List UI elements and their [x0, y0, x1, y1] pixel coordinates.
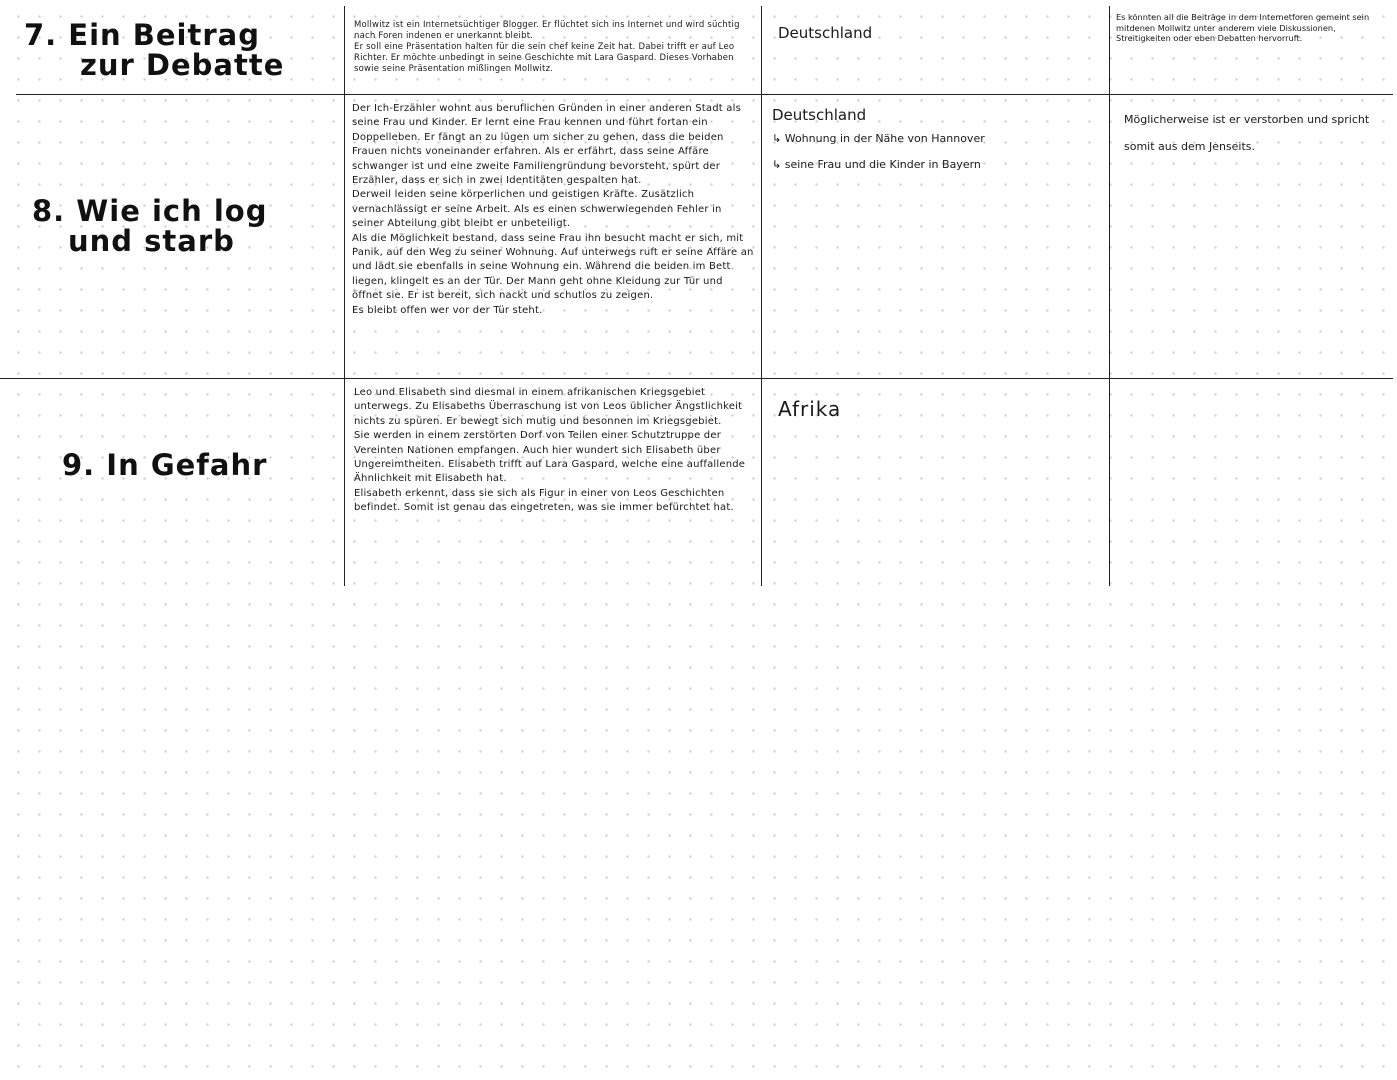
- summary-paragraph: Mollwitz ist ein Internetsüchtiger Blogger. Er flüchtet sich ins Internet und wird süchtig nach Foren indenen er unerkannt bleibt.: [354, 20, 740, 41]
- row-summary-9: [354, 386, 756, 580]
- note-text: Es könnten all die Beiträge in dem Internetforen gemeint sein mitdenen Mollwitz unter anderem viele Diskussionen, Streitigkeiten oder eben Debatten hervorruft.: [1116, 12, 1370, 43]
- row-place-7: [778, 22, 1098, 82]
- summary-paragraph: Als die Möglichkeit bestand, dass seine Frau ihn besucht macht er sich, mit Panik, auf den Weg zu seiner Wohnung. Auf unterwegs ruft er seine Affäre an und lädt sie ebenfalls in seine Wohnung ein. Während die beiden im Bett liegen, klingelt es an der Tür. Der Mann geht ohne Kleidung zur Tür und öffnet sie. Er ist bereit, sich nackt und schutlos zu zeigen.: [352, 232, 754, 302]
- column-divider-1: [344, 6, 345, 586]
- row-summary-8: [352, 102, 756, 374]
- place-detail: ↳ seine Frau und die Kinder in Bayern: [772, 158, 981, 171]
- row-title-9: [62, 450, 332, 490]
- title-line: 8. Wie ich log: [32, 196, 268, 228]
- place-main: Deutschland: [778, 24, 873, 42]
- row-place-8: [772, 104, 1102, 194]
- column-divider-2: [761, 6, 762, 586]
- summary-paragraph: Elisabeth erkennt, dass sie sich als Figur in einer von Leos Geschichten befindet. Somit ist genau das eingetreten, was sie immer befürchtet hat.: [354, 487, 734, 514]
- title-line: 9. In Gefahr: [62, 450, 268, 482]
- summary-paragraph: Leo und Elisabeth sind diesmal in einem afrikanischen Kriegsgebiet unterwegs. Zu Elisabeths Überraschung ist von Leos üblicher Ängstlichkeit nichts zu spüren. Er bewegt sich mutig und besonnen im Kriegsgebiet.: [354, 387, 743, 427]
- summary-paragraph: Der Ich-Erzähler wohnt aus beruflichen Gründen in einer anderen Stadt als seine Frau und Kinder. Er lernt eine Frau kennen und führt fortan ein Doppelleben. Er fängt an zu lügen um sicher zu gehen, dass die beiden Frauen nichts voneinander erfahren. Als er erfährt, dass seine Affäre schwanger ist und eine zweite Familiengründung bevorsteht, spürt der Erzähler, dass er sich in zwei Identitäten gespalten hat.: [352, 103, 742, 187]
- title-line: 7. Ein Beitrag: [24, 20, 260, 52]
- place-detail: ↳ Wohnung in der Nähe von Hannover: [772, 132, 985, 145]
- row-note-8: [1124, 106, 1386, 176]
- summary-paragraph: Sie werden in einem zerstörten Dorf von Teilen einer Schutztruppe der Vereinten Nationen empfangen. Auch hier wundert sich Elisabeth über Ungereimtheiten. Elisabeth trifft auf Lara Gaspard, welche eine auffallende Ähnlichkeit mit Elisabeth hat.: [354, 430, 746, 485]
- column-divider-3: [1109, 6, 1110, 586]
- row-note-7: [1116, 12, 1388, 74]
- title-line: zur Debatte: [80, 48, 285, 82]
- summary-paragraph: Derweil leiden seine körperlichen und geistigen Kräfte. Zusätzlich vernachlässigt er seine Arbeit. Als es einen schwerwiegenden Fehler in seiner Abteilung gibt bleibt er unbeteiligt.: [352, 189, 722, 230]
- title-line: und starb: [68, 224, 235, 258]
- row-title-8: [32, 196, 332, 266]
- row-divider-2: [0, 378, 1393, 379]
- row-place-9: [778, 398, 1098, 438]
- row-summary-7: [354, 20, 756, 92]
- place-main: Afrika: [778, 398, 842, 421]
- note-text: Möglicherweise ist er verstorben und spricht somit aus dem Jenseits.: [1124, 113, 1370, 153]
- place-main: Deutschland: [772, 106, 867, 124]
- row-divider-1: [16, 94, 1393, 95]
- summary-paragraph: Es bleibt offen wer vor der Tür steht.: [352, 304, 543, 316]
- row-title-7: [24, 20, 324, 90]
- summary-paragraph: Er soll eine Präsentation halten für die sein chef keine Zeit hat. Dabei trifft er auf Leo Richter. Er möchte unbedingt in seine Geschichte mit Lara Gaspard. Dieses Vorhaben sowie seine Präsentation mißlingen Mollwitz.: [354, 42, 735, 74]
